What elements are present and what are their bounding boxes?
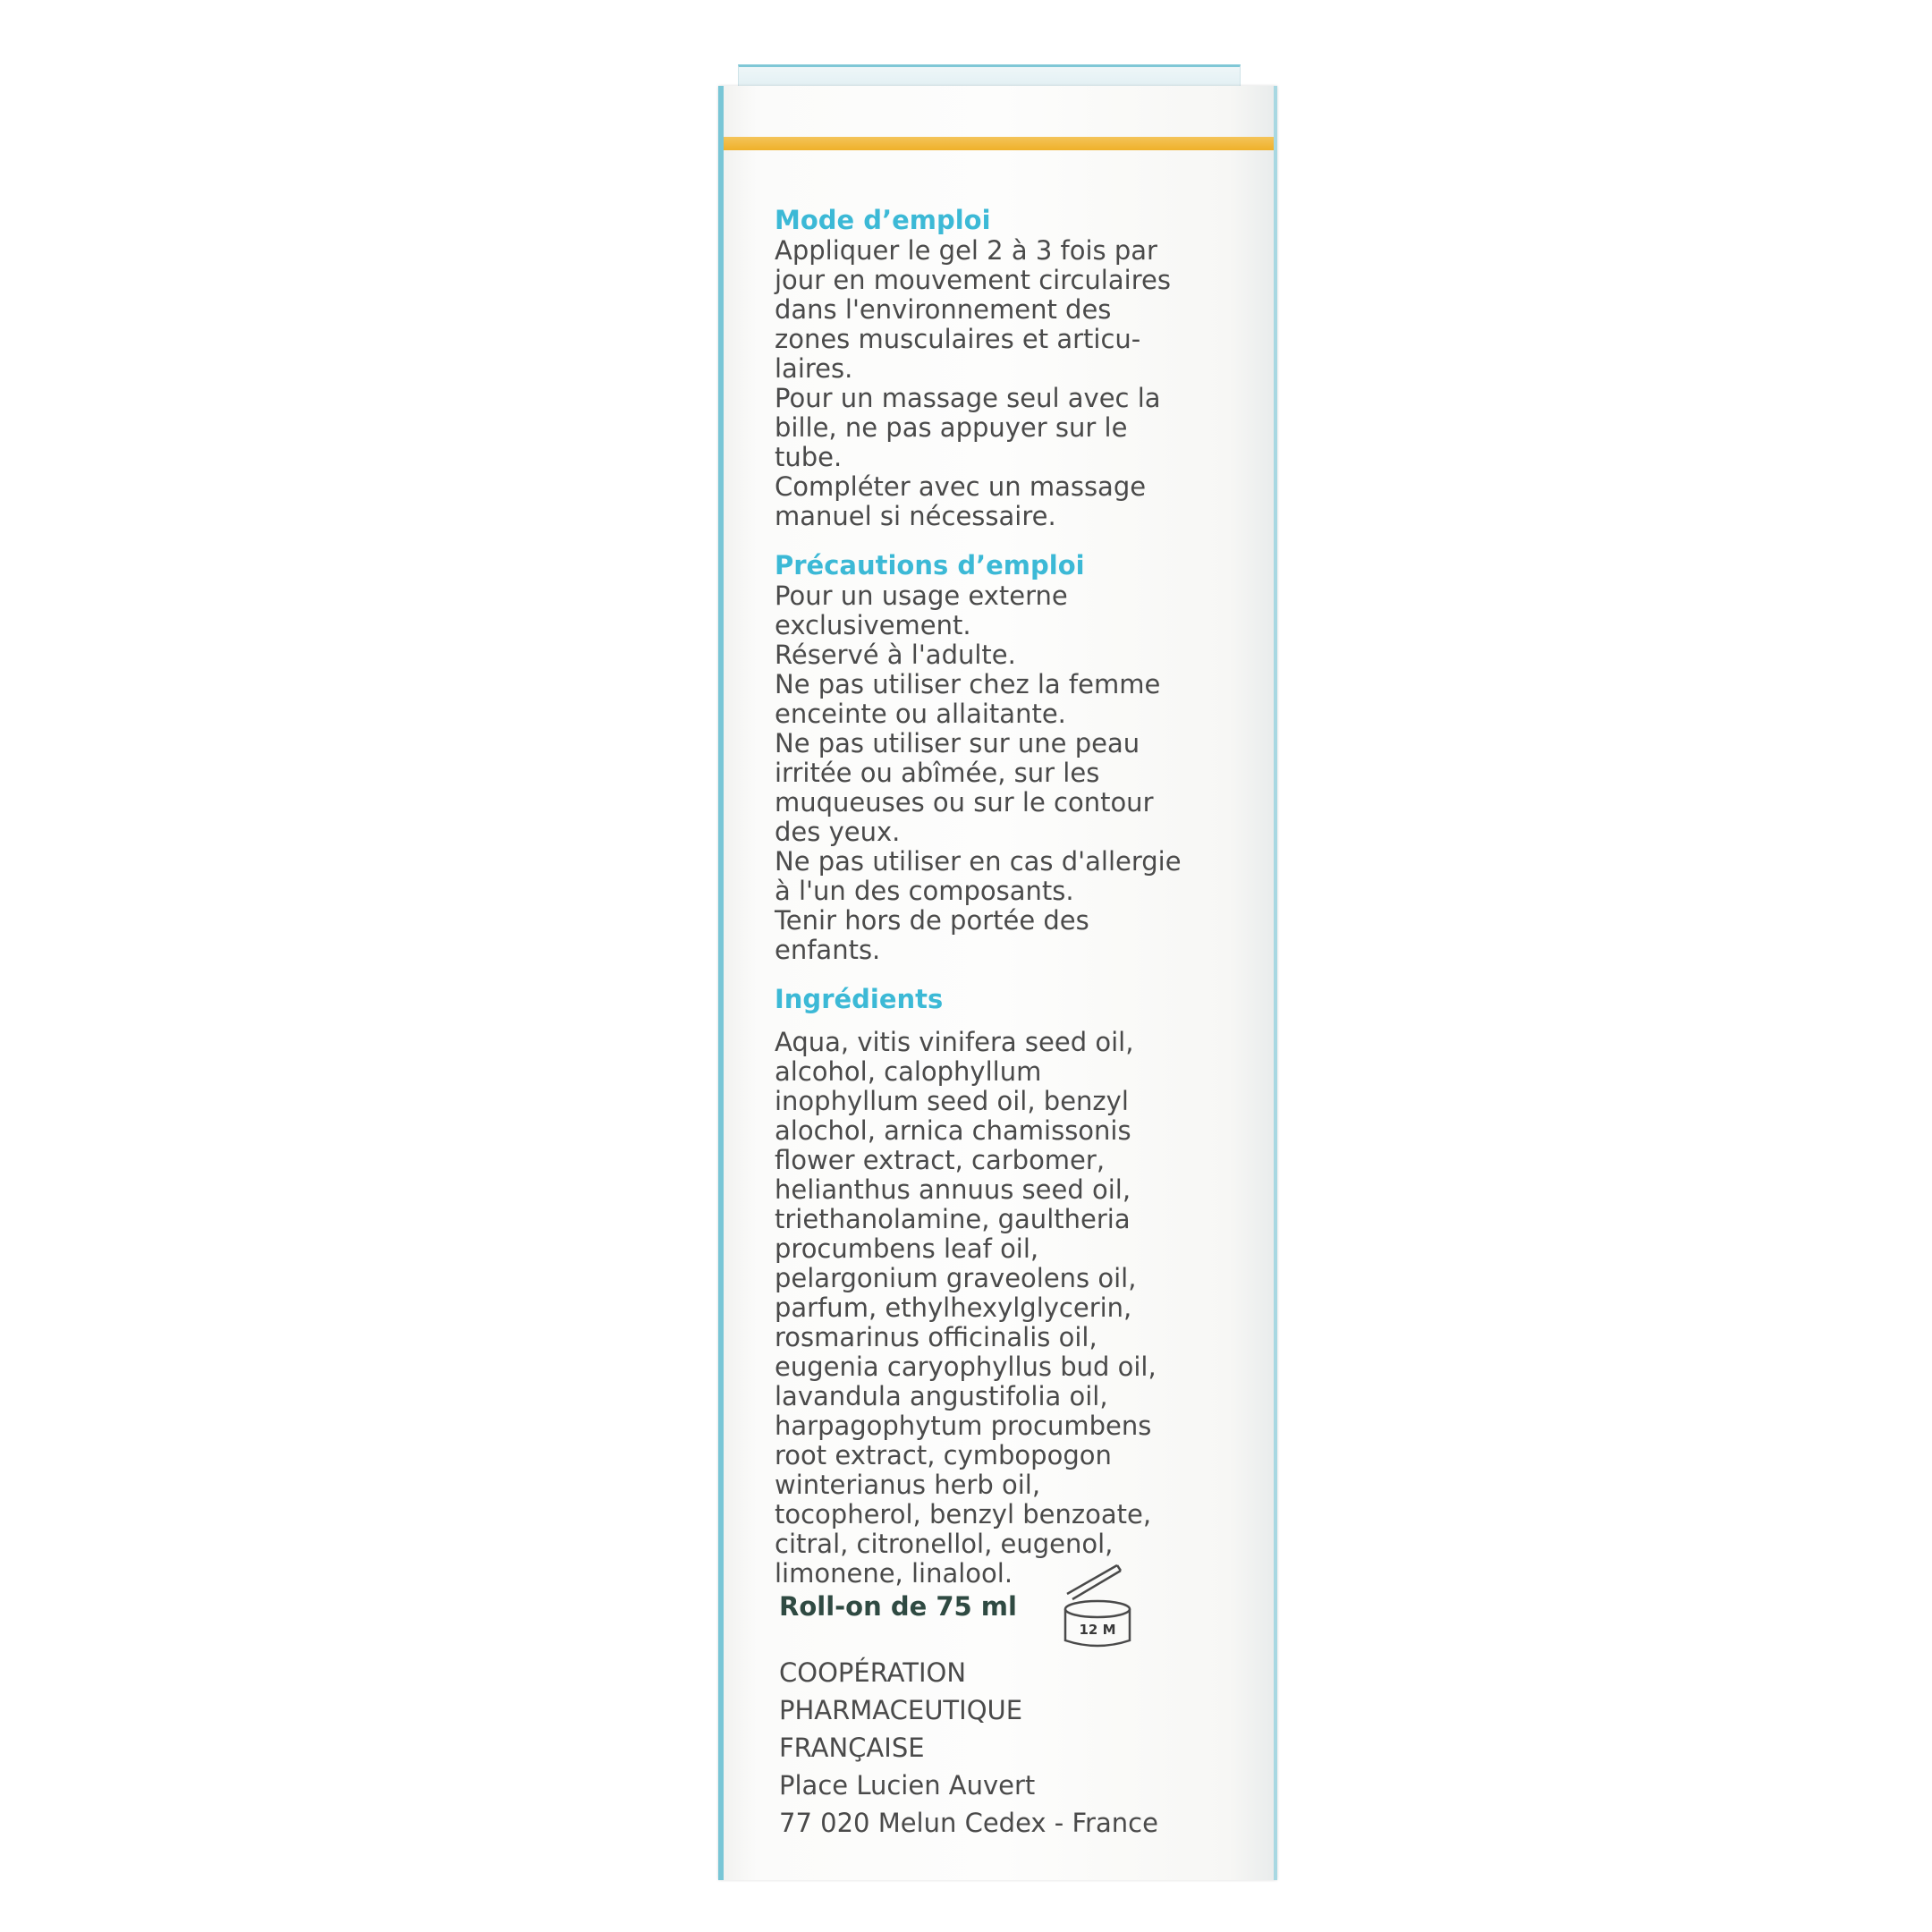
pao-label: 12 M — [1079, 1622, 1116, 1638]
ingredients-heading: Ingrédients — [775, 984, 944, 1014]
product-box-side-panel — [718, 86, 1277, 1880]
company-line: Place Lucien Auvert — [779, 1770, 1036, 1801]
text-line: bille, ne pas appuyer sur le — [775, 412, 1128, 443]
text-line: laires. — [775, 353, 853, 384]
ingredients-section — [775, 983, 1195, 1589]
label-text — [775, 204, 1195, 1589]
text-line: triethanolamine, gaultheria — [775, 1204, 1131, 1234]
text-line: Appliquer le gel 2 à 3 fois par — [775, 235, 1157, 266]
text-line: eugenia caryophyllus bud oil, — [775, 1352, 1157, 1382]
text-line: des yeux. — [775, 817, 901, 847]
text-line: alcohol, calophyllum — [775, 1056, 1042, 1087]
text-line: dans l'environnement des — [775, 294, 1112, 325]
mode-emploi-body — [775, 236, 1195, 531]
text-line: Ne pas utiliser chez la femme — [775, 669, 1161, 699]
text-line: Pour un usage externe — [775, 580, 1068, 611]
precautions-section — [775, 549, 1195, 965]
text-line: irritée ou abîmée, sur les — [775, 758, 1100, 788]
mode-emploi-heading: Mode d’emploi — [775, 205, 991, 235]
text-line: helianthus annuus seed oil, — [775, 1174, 1131, 1205]
company-line: 77 020 Melun Cedex - France — [779, 1808, 1158, 1838]
text-line: alochol, arnica chamissonis — [775, 1115, 1131, 1146]
text-line: lavandula angustifolia oil, — [775, 1381, 1108, 1411]
text-line: procumbens leaf oil, — [775, 1233, 1039, 1264]
text-line: Ne pas utiliser en cas d'allergie — [775, 846, 1182, 877]
company-line: FRANÇAISE — [779, 1733, 925, 1763]
text-line: citral, citronellol, eugenol, — [775, 1529, 1114, 1559]
text-line: Pour un massage seul avec la — [775, 383, 1161, 413]
yellow-band — [724, 137, 1274, 150]
ingredients-body — [775, 1028, 1195, 1589]
text-line: root extract, cymbopogon — [775, 1440, 1112, 1470]
text-line: pelargonium graveolens oil, — [775, 1263, 1137, 1293]
text-line: exclusivement. — [775, 610, 971, 640]
text-line: enfants. — [775, 935, 881, 965]
text-line: Aqua, vitis vinifera seed oil, — [775, 1027, 1134, 1057]
company-line: PHARMACEUTIQUE — [779, 1695, 1023, 1725]
text-line: winterianus herb oil, — [775, 1470, 1041, 1500]
text-line: jour en mouvement circulaires — [775, 265, 1171, 295]
text-line: Tenir hors de portée des — [775, 905, 1089, 936]
text-line: tocopherol, benzyl benzoate, — [775, 1499, 1152, 1530]
text-line: muqueuses ou sur le contour — [775, 787, 1154, 818]
text-line: parfum, ethylhexylglycerin, — [775, 1292, 1132, 1323]
company-address — [779, 1654, 1208, 1842]
precautions-heading: Précautions d’emploi — [775, 550, 1085, 580]
text-line: limonene, linalool. — [775, 1558, 1013, 1589]
text-line: à l'un des composants. — [775, 876, 1074, 906]
text-line: flower extract, carbomer, — [775, 1145, 1106, 1175]
text-line: zones musculaires et articu- — [775, 324, 1141, 354]
company-line: COOPÉRATION — [779, 1657, 967, 1688]
text-line: Compléter avec un massage — [775, 471, 1147, 502]
precautions-body — [775, 581, 1195, 965]
text-line: Réservé à l'adulte. — [775, 640, 1016, 670]
text-line: harpagophytum procumbens — [775, 1411, 1152, 1441]
text-line: inophyllum seed oil, benzyl — [775, 1086, 1129, 1116]
text-line: Ne pas utiliser sur une peau — [775, 728, 1140, 758]
text-line: enceinte ou allaitante. — [775, 699, 1066, 729]
text-line: manuel si nécessaire. — [775, 501, 1056, 531]
text-line: tube. — [775, 442, 843, 472]
text-line: rosmarinus officinalis oil, — [775, 1322, 1097, 1352]
footer — [779, 1591, 1208, 1842]
volume-label: Roll-on de 75 ml — [779, 1591, 1017, 1622]
mode-emploi-section — [775, 204, 1195, 531]
